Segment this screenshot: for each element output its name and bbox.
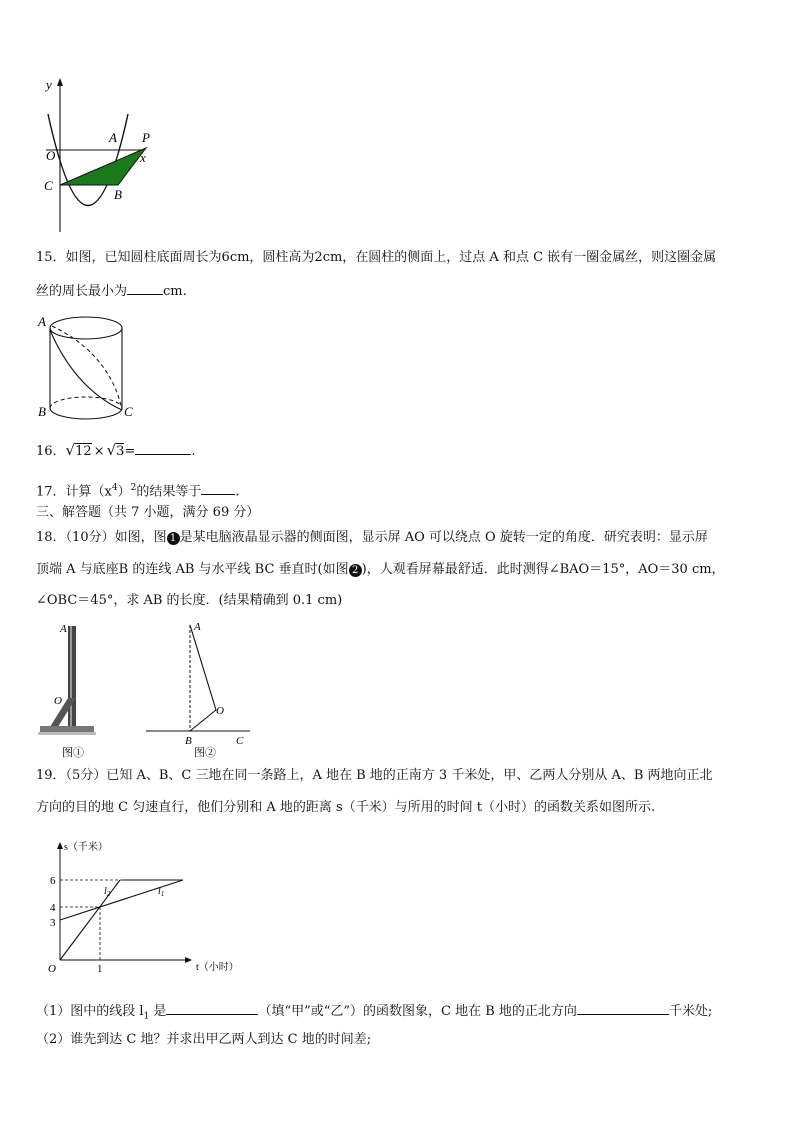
q17-paren: ）	[117, 484, 131, 500]
q17-text: 17．计算（x	[36, 484, 112, 500]
caption: 图①	[62, 747, 84, 759]
q19-sub1	[36, 1000, 712, 1027]
q16	[36, 440, 195, 462]
q19-line2: 方向的目的地 C 匀速直行，他们分别和 A 地的距离 s（千米）与所用的时间 t（小时）的函数关系如图所示.	[36, 800, 656, 815]
q19-line1: 19．（5分）已知 A、B、C 三地在同一条路上，A 地在 B 地的正南方 3 千米处，甲、乙两人分别从 A、B 两地向正北	[36, 768, 713, 783]
circled-2: 2	[349, 564, 362, 577]
tick-6: 6	[50, 875, 56, 887]
label-O: O	[216, 705, 224, 717]
geometry-figure	[144, 618, 254, 760]
sqrt-sign-2: √	[106, 441, 117, 459]
cylinder-bottom-front	[50, 408, 122, 419]
shaded-triangle	[60, 148, 146, 185]
label-B: B	[185, 735, 192, 747]
label-O: O	[46, 148, 56, 163]
q18-line1	[36, 528, 708, 548]
label-C: C	[236, 735, 244, 747]
q18-text-3: 顶端 A 与底座B 的连线 AB 与水平线 BC 垂直时(如图	[36, 562, 349, 577]
times-sign: ×	[93, 444, 105, 459]
radicand-2: 3	[116, 444, 125, 459]
cylinder-figure	[36, 308, 146, 426]
label-A: A	[194, 621, 201, 633]
label-P: P	[142, 130, 150, 145]
label-l1: $l_1$	[158, 886, 165, 898]
base-shadow	[38, 732, 96, 735]
y-axis-arrow	[57, 78, 63, 86]
q19-sub1-end: 千米处;	[668, 1004, 713, 1019]
label-B: B	[114, 187, 122, 202]
tick-4: 4	[50, 902, 56, 914]
q18-text-4: )，人观看屏幕最舒适．此时测得∠BAO＝15°，AO＝30 cm，	[361, 562, 725, 577]
answer-blank-17[interactable]	[201, 480, 235, 495]
label-A: A	[60, 623, 67, 635]
q19-sub1-is: 是	[149, 1004, 167, 1019]
line-AO	[190, 625, 216, 710]
distance-time-graph	[40, 836, 250, 978]
radicand-1: 12	[75, 444, 92, 459]
q15-line1: 15．如图，已知圆柱底面周长为6cm，圆柱高为2cm，在圆柱的侧面上，过点 A 和点 C 嵌有一圈金属丝，则这圈金属	[36, 250, 717, 265]
q15-unit: cm.	[163, 284, 187, 299]
sqrt-sign-1: √	[65, 441, 76, 459]
q18-text-1: 18．（10分）如图，图	[36, 530, 167, 545]
parabola-figure	[36, 72, 166, 242]
q16-end: .	[191, 444, 196, 459]
section-heading: 三、解答题（共 7 小题，满分 69 分）	[36, 505, 260, 520]
q17-end: .	[235, 484, 240, 500]
screen-highlight	[70, 626, 72, 726]
line-l2	[60, 880, 120, 960]
q17-exp1: 4	[111, 483, 118, 493]
answer-blank-16[interactable]	[135, 440, 191, 455]
q16-number: 16．	[36, 444, 66, 459]
tick-1: 1	[97, 963, 103, 975]
label-C: C	[44, 178, 53, 193]
q17-exp2: 2	[130, 483, 137, 493]
tick-3: 3	[50, 917, 56, 929]
q15-line2	[36, 280, 187, 302]
answer-blank-19-1[interactable]	[166, 1000, 258, 1015]
monitor-figure	[34, 618, 134, 760]
label-C: C	[124, 404, 133, 419]
q18-text-2: 是某电脑液晶显示器的侧面图，显示屏 AO 可以绕点 O 旋转一定的角度．研究表明：显示屏	[179, 530, 708, 545]
q17-text-2: 的结果等于	[136, 484, 202, 500]
wire-front	[50, 330, 122, 410]
origin-label: O	[48, 963, 56, 975]
s-axis-label: s（千米）	[64, 842, 108, 853]
answer-blank-15[interactable]	[127, 280, 163, 295]
line-l1	[60, 880, 183, 920]
q17	[36, 478, 240, 502]
q19-sub1-subscript: 1	[143, 1011, 150, 1022]
cylinder-bottom-back	[50, 397, 122, 408]
label-B: B	[38, 404, 46, 419]
label-O: O	[54, 695, 62, 707]
line-OB	[190, 710, 216, 731]
q19-sub1-text-2: （填“甲”或“乙”）的函数图象，C 地在 B 地的正北方向	[258, 1004, 577, 1019]
q15-line2-text: 丝的周长最小为	[36, 284, 128, 299]
label-l2: $l_2$	[104, 886, 111, 898]
s-axis-arrow	[57, 842, 63, 849]
q18-line2	[36, 560, 725, 580]
cylinder-top	[50, 317, 122, 339]
label-A: A	[38, 314, 46, 329]
t-axis-label: t（小时）	[196, 962, 239, 973]
q19-sub2: （2）谁先到达 C 地？并求出甲乙两人到达 C 地的时间差;	[36, 1032, 372, 1047]
stand-base	[40, 726, 94, 732]
equals-sign: =	[124, 444, 136, 459]
t-axis-arrow	[185, 957, 192, 963]
label-y: y	[46, 77, 52, 92]
q19-sub1-text: （1）图中的线段 l	[36, 1004, 144, 1019]
label-A: A	[109, 130, 117, 145]
circled-1: 1	[167, 532, 180, 545]
label-x: x	[140, 150, 146, 165]
answer-blank-19-2[interactable]	[577, 1000, 669, 1015]
caption: 图②	[194, 747, 216, 759]
q18-line3: ∠OBC＝45°，求 AB 的长度．(结果精确到 0.1 cm)	[36, 593, 343, 608]
